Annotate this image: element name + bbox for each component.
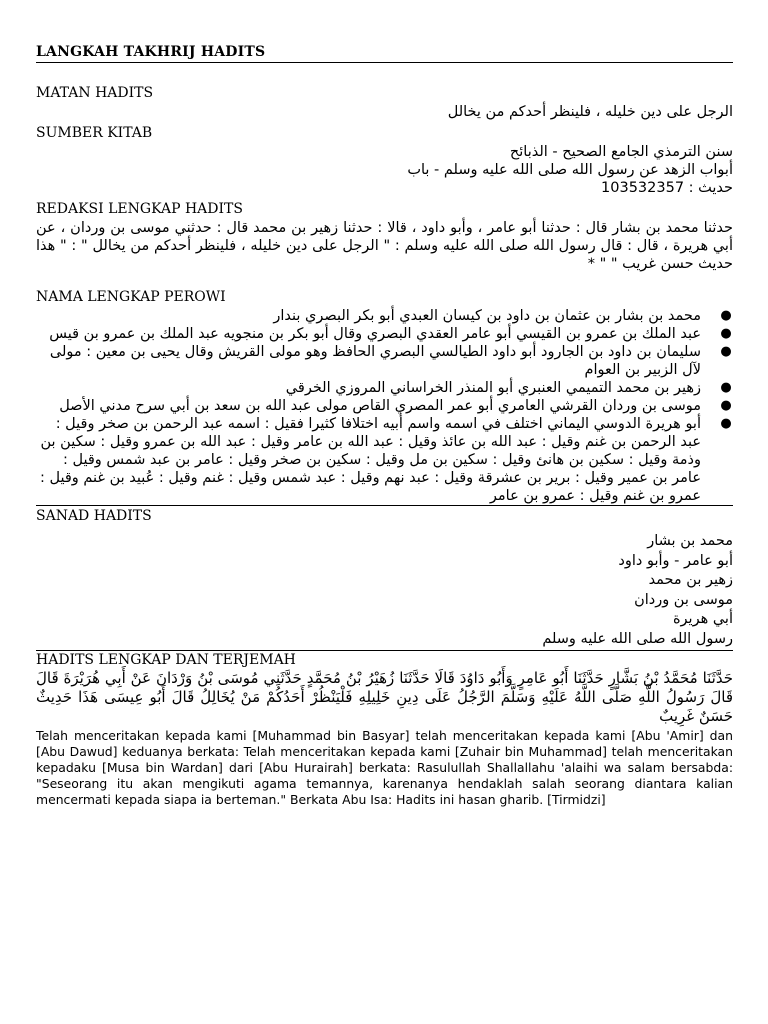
sumber-kitab <box>36 143 733 197</box>
perowi-item: ● محمد بن بشار بن عثمان بن داود بن كيسان العبدي أبو بكر البصري بندار <box>273 308 732 324</box>
sanad-item: زهير بن محمد <box>648 572 733 588</box>
sanad-label: SANAD HADITS <box>36 508 152 524</box>
hadith-translation: Telah menceritakan kepada kami [Muhammad bin Basyar] telah menceritakan kepada kami [Abu 'Amir] dan [Abu Dawud] keduanya berkata: Telah menceritakan kepada kami [Zuhair bin Muhammad] telah menceritakan kepadaku [Musa bin Wardan] dari [Abu Hurairah] berkata: Rasulullah Shallallahu 'alaihi wa salam bersabda: "Seseorang itu akan mengikuti agama temannya, karenanya hendaklah salah seorang diantara kalian mencermati kepada siapa ia berteman." Berkata Abu Isa: Hadits ini hasan gharib. [Tirmidzi] <box>36 728 733 807</box>
bullet-icon: ● <box>720 416 732 431</box>
document-title: LANGKAH TAKHRIJ HADITS <box>36 44 733 63</box>
perowi-list <box>36 307 733 506</box>
bullet-icon: ● <box>720 326 732 341</box>
sanad-item: محمد بن بشار <box>647 533 733 549</box>
sumber-line: سنن الترمذي الجامع الصحيح - الذبائح <box>509 144 733 160</box>
sanad-item: موسى بن وردان <box>634 591 733 608</box>
lengkap-label: HADITS LENGKAP DAN TERJEMAH <box>36 652 296 668</box>
bullet-icon: ● <box>720 344 732 359</box>
matan-text: الرجل على دين خليله ، فلينظر أحدكم من يخالل <box>447 104 733 120</box>
perowi-label: NAMA LENGKAP PEROWI <box>36 289 226 305</box>
sumber-line: حديث : 103532357 <box>601 180 733 196</box>
sanad-item: أبي هريرة <box>672 611 733 627</box>
bullet-icon: ● <box>720 398 732 413</box>
bullet-icon: ● <box>720 380 732 395</box>
redaksi-label: REDAKSI LENGKAP HADITS <box>36 201 243 217</box>
sumber-line: أبواب الزهد عن رسول الله صلى الله عليه وسلم - باب <box>407 162 733 178</box>
document-page <box>36 44 733 808</box>
perowi-item: ● موسى بن وردان القرشي العامري أبو عمر المصري القاص مولى عبد الله بن سعد بن أبي سرح مدني الأصل <box>59 398 732 414</box>
perowi-item: ● زهير بن محمد التميمي العنبري أبو المنذر الخراساني المروزي الخرقي <box>285 380 732 396</box>
sanad-list <box>36 526 733 651</box>
redaksi-text: حدثنا محمد بن بشار قال : حدثنا أبو عامر ، وأبو داود ، قالا : حدثنا زهير بن محمد قال : حدثني موسى بن وردان ، عن أبي هريرة ، قال : قال رسول الله صلى الله عليه وسلم : " الرجل على دين خليله ، فلينظر أحدكم من يخالل " : " هذا حديث حسن غريب " " * <box>36 220 733 272</box>
sumber-label: SUMBER KITAB <box>36 125 153 141</box>
bullet-icon: ● <box>720 308 732 323</box>
hadith-arabic-text: حَدَّثَنَا مُحَمَّدُ بْنُ بَشَّارٍ حَدَّثَنَا أَبُو عَامِرٍ وَأَبُو دَاوُدَ قَالَا حَدَّثَنَا زُهَيْرُ بْنُ مُحَمَّدٍ حَدَّثَنِي مُوسَى بْنُ وَرْدَانَ عَنْ أَبِي هُرَيْرَةَ قَالَ قَالَ رَسُولُ اللَّهِ صَلَّى اللَّهُ عَلَيْهِ وَسَلَّمَ الرَّجُلُ عَلَى دِينِ خَلِيلِهِ فَلْيَنْظُرْ أَحَدُكُمْ مَنْ يُخَالِلُ قَالَ أَبُو عِيسَى هَذَا حَدِيثٌ حَسَنٌ غَرِيبٌ <box>36 669 733 725</box>
sanad-item: أبو عامر - وأبو داود <box>618 552 733 569</box>
matan-label: MATAN HADITS <box>36 85 154 101</box>
perowi-item: ● سليمان بن داود بن الجارود أبو داود الطيالسي البصري الحافظ وهو مولى القريش وقال يحيى بن معين : مولى لآل الزبير بن العوام <box>49 344 732 378</box>
perowi-item: ● عبد الملك بن عمرو بن القيسي أبو عامر العقدي البصري وقال أبو بكر بن منجويه عبد الملك بن عمرو بن قيس <box>49 326 732 342</box>
sanad-item: رسول الله صلى الله عليه وسلم <box>542 630 733 647</box>
perowi-item: ● أبو هريرة الدوسي اليماني اختلف في اسمه واسم أبيه اختلافا كثيرا فقيل : اسمه عبد الرحمن بن صخر وقيل : عبد الرحمن بن غنم وقيل : عبد الله بن عائذ وقيل : عبد الله بن عامر وقيل : عبد الله بن عمرو وقيل : سكين بن وذمة وقيل : سكين بن هانئ وقيل : سكين بن مل وقيل : سكين بن صخر وقيل : عامر بن عبد شمس وقيل : عامر بن عمير وقيل : برير بن عشرقة وقيل : عبد نهم وقيل : عبد شمس وقيل : غنم وقيل : عُبيد بن غنم وقيل : عمرو بن غنم وقيل : عمرو بن عامر <box>39 416 732 504</box>
